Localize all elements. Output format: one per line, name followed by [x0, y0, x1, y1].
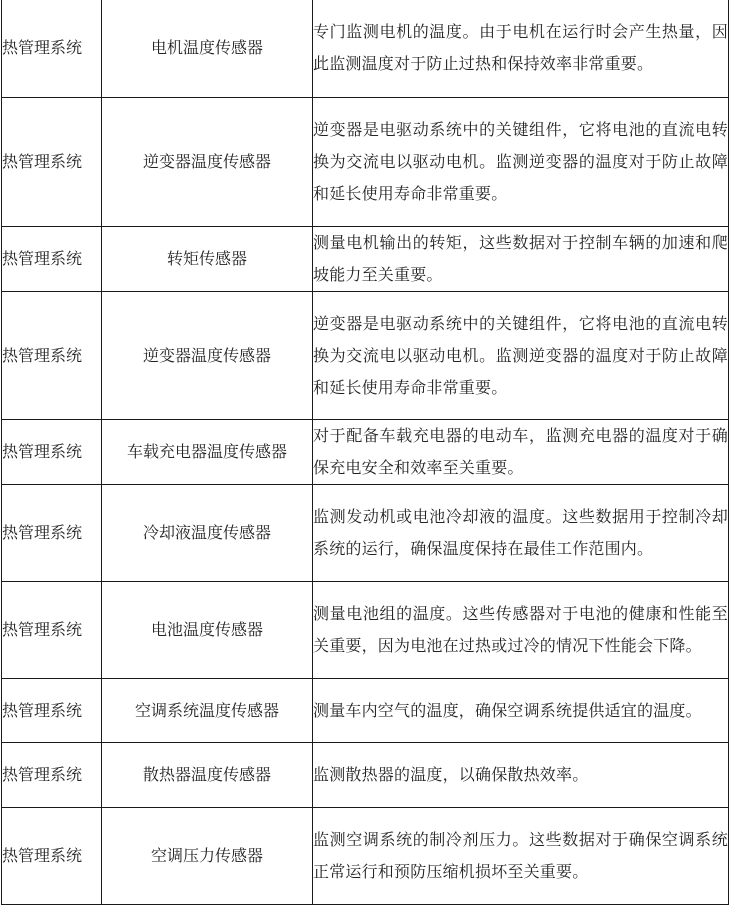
table-row: [2, 292, 729, 420]
description-cell: 测量车内空气的温度，确保空调系统提供适宜的温度。: [313, 679, 729, 743]
system-cell: 热管理系统: [2, 292, 102, 420]
table-row: [2, 485, 729, 582]
table-row: [2, 420, 729, 485]
table-row: [2, 582, 729, 679]
system-cell: 热管理系统: [2, 582, 102, 679]
table-row: [2, 808, 729, 905]
sensor-name-cell: 逆变器温度传感器: [102, 292, 313, 420]
sensor-name-cell: 散热器温度传感器: [102, 743, 313, 808]
description-cell: 测量电机输出的转矩，这些数据对于控制车辆的加速和爬坡能力至关重要。: [313, 227, 729, 292]
table-row: [2, 227, 729, 292]
description-cell: 监测发动机或电池冷却液的温度。这些数据用于控制冷却系统的运行，确保温度保持在最佳工作范围内。: [313, 485, 729, 582]
sensor-table: [1, 0, 729, 905]
sensor-name-cell: 转矩传感器: [102, 227, 313, 292]
sensor-name-cell: 冷却液温度传感器: [102, 485, 313, 582]
sensor-name-cell: 电池温度传感器: [102, 582, 313, 679]
description-cell: 对于配备车载充电器的电动车，监测充电器的温度对于确保充电安全和效率至关重要。: [313, 420, 729, 485]
table-row: [2, 98, 729, 227]
table-row: [2, 0, 729, 98]
system-cell: 热管理系统: [2, 743, 102, 808]
system-cell: 热管理系统: [2, 98, 102, 227]
sensor-name-cell: 电机温度传感器: [102, 0, 313, 98]
system-cell: 热管理系统: [2, 485, 102, 582]
description-cell: 测量电池组的温度。这些传感器对于电池的健康和性能至关重要，因为电池在过热或过冷的情况下性能会下降。: [313, 582, 729, 679]
sensor-name-cell: 车载充电器温度传感器: [102, 420, 313, 485]
table-row: [2, 743, 729, 808]
description-cell: 专门监测电机的温度。由于电机在运行时会产生热量，因此监测温度对于防止过热和保持效率非常重要。: [313, 0, 729, 98]
sensor-name-cell: 空调压力传感器: [102, 808, 313, 905]
system-cell: 热管理系统: [2, 679, 102, 743]
system-cell: 热管理系统: [2, 0, 102, 98]
description-cell: 监测散热器的温度，以确保散热效率。: [313, 743, 729, 808]
sensor-table-body: [2, 0, 729, 905]
system-cell: 热管理系统: [2, 808, 102, 905]
description-cell: 逆变器是电驱动系统中的关键组件，它将电池的直流电转换为交流电以驱动电机。监测逆变器的温度对于防止故障和延长使用寿命非常重要。: [313, 292, 729, 420]
system-cell: 热管理系统: [2, 227, 102, 292]
description-cell: 监测空调系统的制冷剂压力。这些数据对于确保空调系统正常运行和预防压缩机损坏至关重要。: [313, 808, 729, 905]
sensor-name-cell: 空调系统温度传感器: [102, 679, 313, 743]
description-cell: 逆变器是电驱动系统中的关键组件，它将电池的直流电转换为交流电以驱动电机。监测逆变器的温度对于防止故障和延长使用寿命非常重要。: [313, 98, 729, 227]
sensor-name-cell: 逆变器温度传感器: [102, 98, 313, 227]
table-row: [2, 679, 729, 743]
system-cell: 热管理系统: [2, 420, 102, 485]
